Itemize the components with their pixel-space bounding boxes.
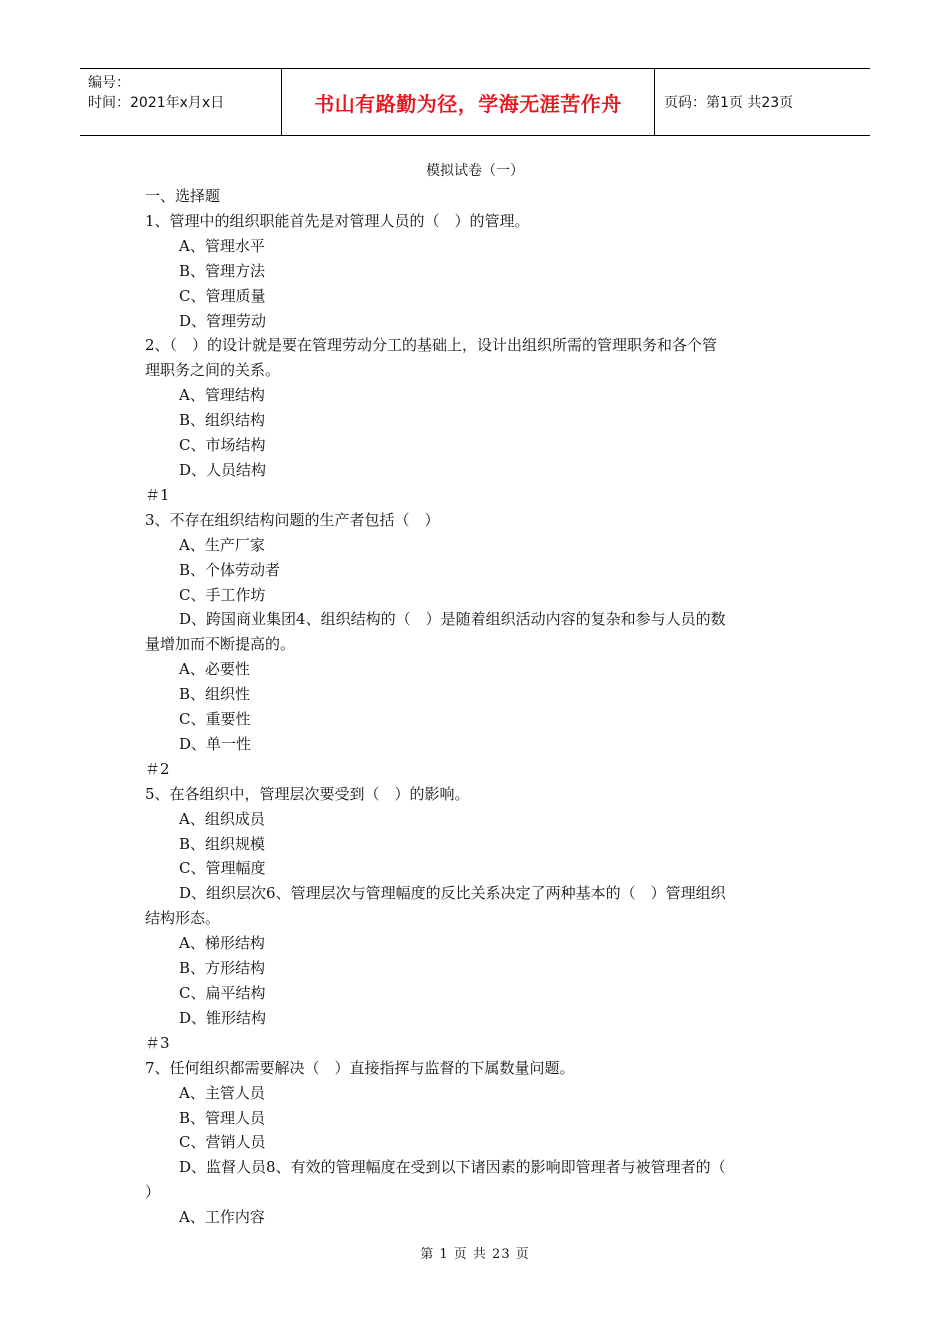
answer-option-line: A、管理水平 [179, 236, 265, 255]
answer-option-line: B、管理人员 [179, 1108, 266, 1127]
answer-option-line: A、主管人员 [179, 1083, 265, 1102]
question-line: 5、在各组织中，管理层次要受到（ ）的影响。 [145, 784, 470, 803]
answer-option-line: A、梯形结构 [179, 934, 265, 953]
question-line: 理职务之间的关系。 [145, 361, 281, 380]
answer-option-line: A、生产厂家 [179, 535, 265, 554]
header-motto: 书山有路勤为径，学海无涯苦作舟 [281, 69, 655, 135]
answer-option-line: D、监督人员8、有效的管理幅度在受到以下诸因素的影响即管理者与被管理者的（ [179, 1158, 726, 1177]
question-line: 结构形态。 [145, 909, 221, 928]
answer-option-line: A、工作内容 [179, 1208, 265, 1227]
question-line: ＃1 [145, 485, 170, 504]
document-title: 模拟试卷（一） [426, 163, 524, 179]
answer-option-line: D、管理劳动 [179, 311, 267, 330]
answer-option-line: C、市场结构 [179, 436, 266, 455]
answer-option-line: D、单一性 [179, 734, 252, 753]
answer-option-line: B、组织结构 [179, 411, 266, 430]
document-time-label: 时间：2021年x月x日 [88, 95, 225, 111]
question-line: ＃3 [145, 1033, 170, 1052]
question-line: ） [145, 1183, 161, 1202]
answer-option-line: B、方形结构 [179, 959, 266, 978]
question-line: 一、选择题 [145, 187, 221, 205]
answer-option-line: B、组织规模 [179, 834, 266, 853]
answer-option-line: D、跨国商业集团4、组织结构的（ ）是随着组织活动内容的复杂和参与人员的数 [179, 610, 726, 629]
answer-option-line: A、组织成员 [179, 809, 265, 828]
answer-option-line: D、人员结构 [179, 460, 267, 479]
answer-option-line: C、扁平结构 [179, 984, 266, 1002]
answer-option-line: C、管理质量 [179, 286, 266, 305]
answer-option-line: C、手工作坊 [179, 585, 266, 604]
page-header [80, 68, 870, 136]
answer-option-line: C、营销人员 [179, 1133, 266, 1152]
question-line: 7、任何组织都需要解决（ ）直接指挥与监督的下属数量问题。 [145, 1058, 575, 1077]
answer-option-line: D、锥形结构 [179, 1008, 267, 1027]
question-line: ＃2 [145, 759, 170, 778]
question-line: 3、不存在组织结构问题的生产者包括（ ） [145, 510, 440, 529]
answer-option-line: B、管理方法 [179, 261, 266, 280]
answer-option-line: B、个体劳动者 [179, 560, 281, 579]
document-number-label: 编号： [88, 75, 130, 91]
answer-option-line: A、必要性 [179, 660, 250, 679]
question-line: 2、（ ）的设计就是要在管理劳动分工的基础上，设计出组织所需的管理职务和各个管 [145, 336, 718, 355]
question-line: 量增加而不断提高的。 [145, 635, 296, 654]
document-body [145, 184, 810, 1230]
page-footer: 第 1 页 共 23 页 [420, 1247, 530, 1262]
answer-option-line: C、管理幅度 [179, 859, 266, 878]
answer-option-line: D、组织层次6、管理层次与管理幅度的反比关系决定了两种基本的（ ）管理组织 [179, 884, 726, 903]
answer-option-line: B、组织性 [179, 685, 251, 704]
answer-option-line: A、管理结构 [179, 386, 265, 405]
question-line: 1、管理中的组织职能首先是对管理人员的（ ）的管理。 [145, 211, 530, 230]
answer-option-line: C、重要性 [179, 710, 251, 729]
header-meta [80, 69, 281, 135]
header-page-info: 页码：第1页 共23页 [664, 95, 794, 111]
